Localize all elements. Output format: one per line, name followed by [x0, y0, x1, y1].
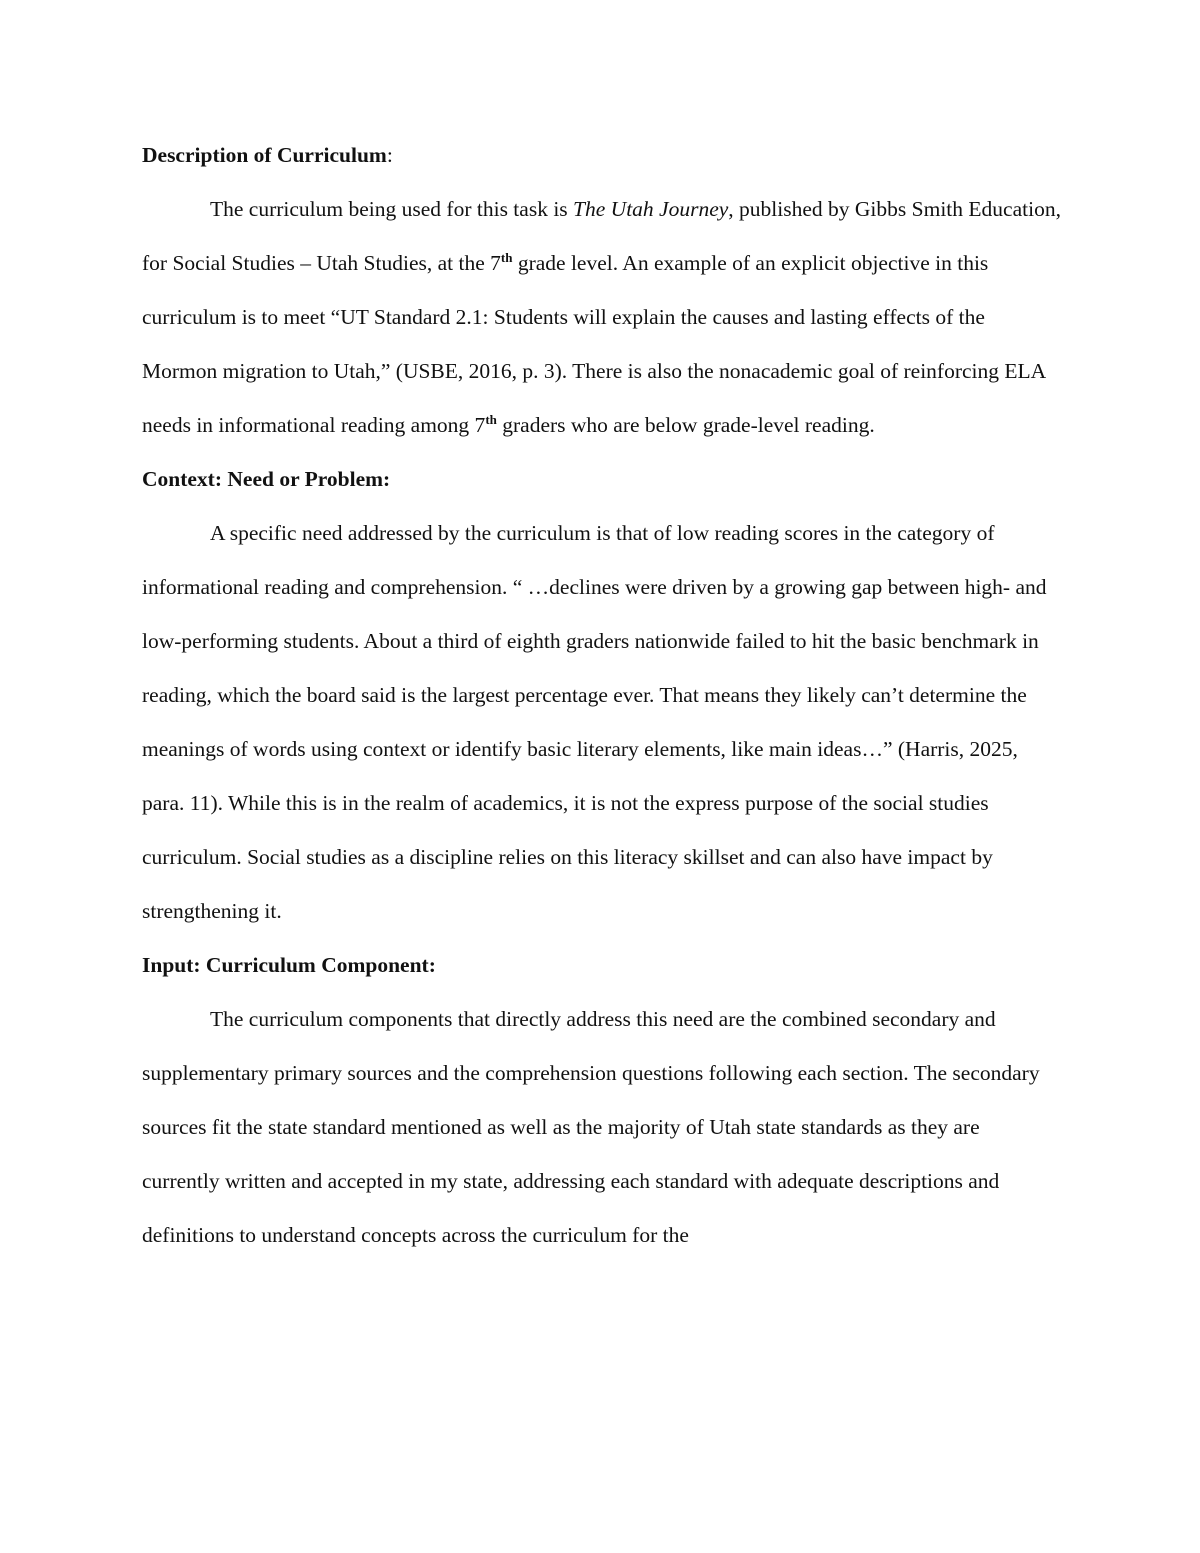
paragraph-text: The curriculum being used for this task is — [210, 197, 574, 221]
section-heading-description — [142, 128, 1062, 182]
paragraph-description — [142, 182, 1062, 452]
paragraph-input: The curriculum components that directly address this need are the combined secondary and supplementary primary sources and the comprehension questions following each section. The secondary sources fit the state standard mentioned as well as the majority of Utah state standards as they are currently written and accepted in my state, addressing each standard with adequate descriptions and definitions to understand concepts across the curriculum for the — [142, 1007, 1040, 1247]
heading-text: Description of Curriculum — [142, 143, 387, 167]
document-body — [142, 128, 1062, 1262]
paragraph-text: grade level. An example of an explicit objective in this curriculum is to meet “UT Standard 2.1: Students will explain the causes and lasting effects of the Mormon migration to Utah,” (USBE, 2016, p. 3). There is also the nonacademic goal of reinforcing ELA needs in informational reading among 7 — [142, 251, 1045, 437]
heading-suffix: : — [386, 143, 393, 167]
ordinal-superscript: th — [485, 412, 497, 428]
section-heading-input: Input: Curriculum Component: — [142, 953, 436, 977]
paragraph-context: A specific need addressed by the curriculum is that of low reading scores in the category of informational reading and comprehension. “ …declines were driven by a growing gap between high- and low-performing students. About a third of eighth graders nationwide failed to hit the basic benchmark in reading, which the board said is the largest percentage ever. That means they likely can’t determine the meanings of words using context or identify basic literary elements, like main ideas…” (Harris, 2025, para. 11). While this is in the realm of academics, it is not the express purpose of the social studies curriculum. Social studies as a discipline relies on this literacy skillset and can also have impact by strengthening it. — [142, 521, 1047, 923]
paragraph-text: graders who are below grade-level reading. — [496, 413, 875, 437]
book-title: The Utah Journey — [573, 197, 729, 221]
paragraph-text: , published by Gibbs Smith Education, for Social Studies – Utah Studies, at the 7 — [142, 197, 1061, 275]
section-heading-context: Context: Need or Problem: — [142, 467, 391, 491]
ordinal-superscript: th — [500, 250, 513, 266]
